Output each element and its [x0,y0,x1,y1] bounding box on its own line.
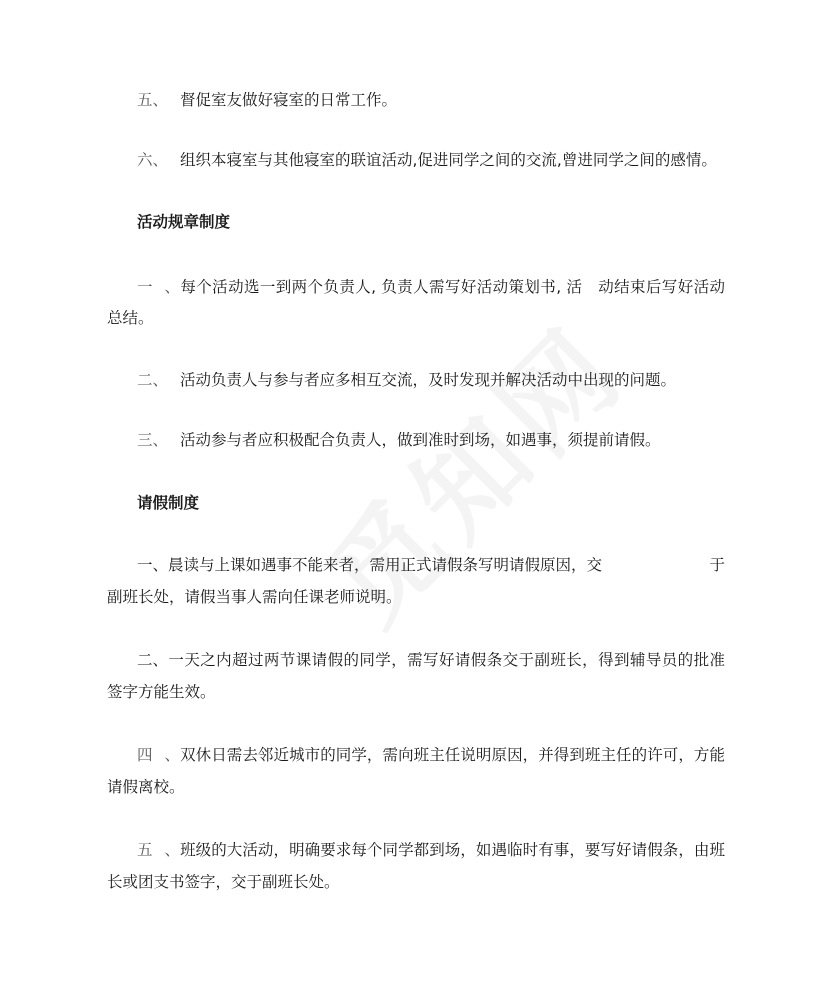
paragraph-activity-1 [137,271,725,303]
item-number: 二、 [137,371,169,389]
item-number: 一、 [137,278,180,296]
paragraph-activity-3 [137,424,725,456]
item-number: 三、 [137,431,169,449]
paragraph-text: 活动参与者应积极配合负责人，做到准时到场，如遇事，须提前请假。 [180,431,661,449]
paragraph-activity-2 [137,364,725,396]
paragraph-leave-1 [137,549,725,581]
paragraph-duty-5 [137,84,725,116]
paragraph-leave-2 [137,644,725,676]
section-heading-leave-rules: 请假制度 [137,494,200,512]
paragraph-text: 班级的大活动，明确要求每个同学都到场，如遇临时有事，要写好请假条，由班 [180,841,725,859]
paragraph-leave-1-cont: 副班长处，请假当事人需向任课老师说明。 [107,588,402,606]
paragraph-leave-5 [137,834,725,866]
paragraph-text: 一天之内超过两节课请假的同学，需写好请假条交于副班长，得到辅导员的批准 [168,651,725,669]
item-number: 六、 [137,151,169,169]
item-number: 一、 [137,556,169,574]
paragraph-text: 督促室友做好寝室的日常工作。 [180,91,398,109]
item-number: 四、 [137,746,180,764]
paragraph-text: 双休日需去邻近城市的同学，需向班主任说明原因，并得到班主任的许可，方能 [180,746,725,764]
paragraph-activity-1-cont: 总结。 [107,309,154,327]
paragraph-leave-5-cont: 长或团支书签字，交于副班长处。 [107,873,340,891]
paragraph-leave-4-cont: 请假离校。 [107,778,185,796]
paragraph-leave-2-cont: 签字方能生效。 [107,683,216,701]
paragraph-text: 每个活动选一到两个负责人, 负责人需写好活动策划书, 活 动结束后写好活动 [180,278,725,296]
paragraph-leave-4 [137,739,725,771]
paragraph-text-end: 于 [709,556,725,574]
item-number: 五、 [137,841,180,859]
section-heading-activity-rules: 活动规章制度 [137,213,231,231]
item-number: 二、 [137,651,169,669]
paragraph-text: 活动负责人与参与者应多相互交流，及时发现并解决活动中出现的问题。 [180,371,677,389]
paragraph-text: 组织本寝室与其他寝室的联谊活动,促进同学之间的交流,曾进同学之间的感情。 [180,151,717,169]
item-number: 五、 [137,91,169,109]
paragraph-text: 晨读与上课如遇事不能来者，需用正式请假条写明请假原因，交 [168,556,603,574]
paragraph-duty-6 [137,144,725,176]
